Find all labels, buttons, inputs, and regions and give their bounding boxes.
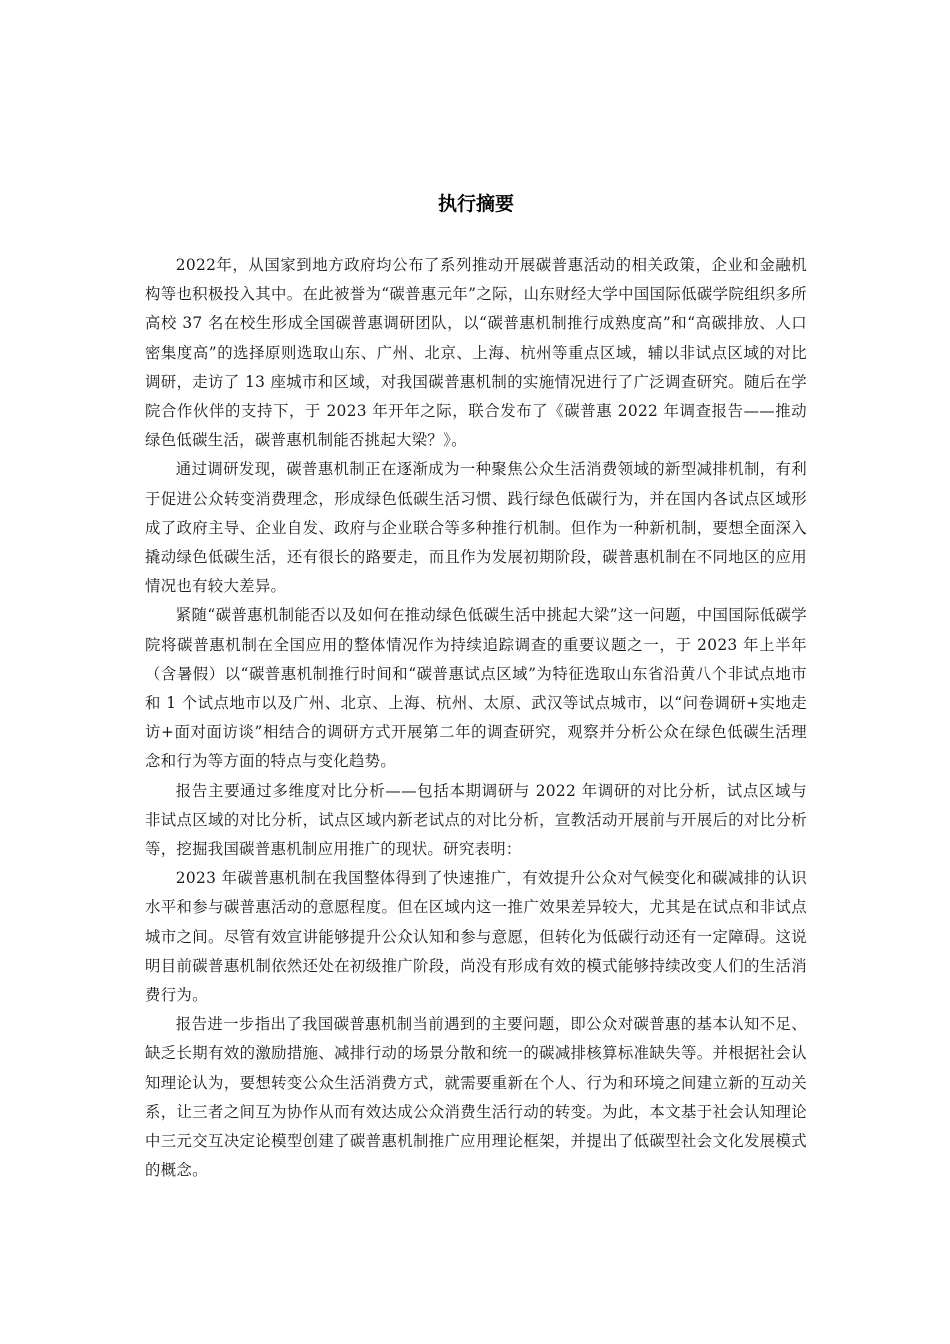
page-title: 执行摘要: [437, 193, 514, 215]
paragraph-3: 紧随“碳普惠机制能否以及如何在推动绿色低碳生活中挑起大梁”这一问题，中国国际低碳学院将碳普惠机制在全国应用的整体情况作为持续追踪调查的重要议题之一，于 2023 年上半年（含暑假）以“碳普惠机制推行时间和“碳普惠试点区域”为特征选取山东省沿黄八个非试点地市和 1 个试点地市以及广州、北京、上海、杭州、太原、武汉等试点城市，以“问卷调研+实地走访+面对面访谈”相结合的调研方式开展第二年的调查研究，观察并分析公众在绿色低碳生活理念和行为等方面的特点与变化趋势。: [145, 606, 807, 771]
document-page: [145, 190, 807, 1186]
paragraph-5: 2023 年碳普惠机制在我国整体得到了快速推广，有效提升公众对气候变化和碳减排的认识水平和参与碳普惠活动的意愿程度。但在区域内这一推广效果差异较大，尤其是在试点和非试点城市之间。尽管有效宣讲能够提升公众认知和参与意愿，但转化为低碳行动还有一定障碍。这说明目前碳普惠机制依然还处在初级推广阶段，尚没有形成有效的模式能够持续改变人们的生活消费行为。: [145, 869, 807, 1005]
paragraph-6: 报告进一步指出了我国碳普惠机制当前遇到的主要问题，即公众对碳普惠的基本认知不足、缺乏长期有效的激励措施、减排行动的场景分散和统一的碳减排核算标准缺失等。并根据社会认知理论认为，要想转变公众生活消费方式，就需要重新在个人、行为和环境之间建立新的互动关系，让三者之间互为协作从而有效达成公众消费生活行动的转变。为此，本文基于社会认知理论中三元交互决定论模型创建了碳普惠机制推广应用理论框架，并提出了低碳型社会文化发展模式的概念。: [145, 1015, 807, 1180]
paragraph-2: 通过调研发现，碳普惠机制正在逐渐成为一种聚焦公众生活消费领域的新型减排机制，有利于促进公众转变消费理念，形成绿色低碳生活习惯、践行绿色低碳行为，并在国内各试点区域形成了政府主导、企业自发、政府与企业联合等多种推行机制。但作为一种新机制，要想全面深入撬动绿色低碳生活，还有很长的路要走，而且作为发展初期阶段，碳普惠机制在不同地区的应用情况也有较大差异。: [145, 460, 807, 596]
paragraph-1: 2022年，从国家到地方政府均公布了系列推动开展碳普惠活动的相关政策，企业和金融机构等也积极投入其中。在此被誉为“碳普惠元年”之际，山东财经大学中国国际低碳学院组织多所高校 37 名在校生形成全国碳普惠调研团队，以“碳普惠机制推行成熟度高”和“高碳排放、人口密集度高”的选择原则选取山东、广州、北京、上海、杭州等重点区域，辅以非试点区域的对比调研，走访了 13 座城市和区域，对我国碳普惠机制的实施情况进行了广泛调查研究。随后在学院合作伙伴的支持下，于 2023 年开年之际，联合发布了《碳普惠 2022 年调查报告——推动绿色低碳生活，碳普惠机制能否挑起大梁？》。: [145, 256, 807, 450]
paragraph-4: 报告主要通过多维度对比分析——包括本期调研与 2022 年调研的对比分析，试点区域与非试点区域的对比分析，试点区域内新老试点的对比分析，宣教活动开展前与开展后的对比分析等，挖掘我国碳普惠机制应用推广的现状。研究表明：: [145, 781, 807, 859]
